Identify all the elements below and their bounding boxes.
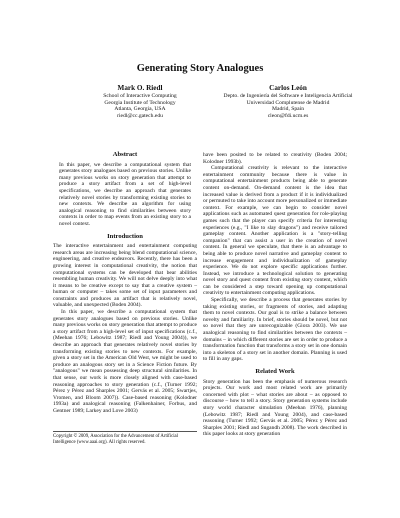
right-column: [203, 152, 347, 438]
abstract-text: In this paper, we describe a computational system that generates story analogues based on previous stories. Unlike many previous works on story generation that attempt to produce a story artifact from a set of high-level specifications, we describe an approach that generates relatively novel stories by transforming existing stories to new contexts. We describe an algorithm for using analogical reasoning to find similarities between story contexts in order to map events from an existing story to a novel context.: [59, 161, 191, 227]
left-column: [53, 152, 197, 415]
author-affiliation: Depto. de Ingeniería del Software e Inteligencia Artificial: [223, 93, 353, 99]
intro-paragraph-2: In this paper, we describe a computational system that generates story analogues based on previous stories. Unlike many previous works on story generation that attempt to produce a story artifact from a high-level set of input specifications (c.f., (Meehan 1976; Lebowitz 1987; Riedl and Young 2004)), we describe an approach that generates relatively novel stories by transforming existing stories to new contexts. For example, given a story set in the American Old West, we might be used to produce an analogous story set in a Science Fiction future. By "analogous" we mean possessing deep structural similarities. In that sense, our work is more closely aligned with case-based reasoning approaches to story generation (c.f., (Turner 1992; Pérez y Pérez and Sharples 2001; Gervás et al. 2005; Swartjes, Vromen, and Bloom 2007)). Case-based reasoning (Kolodner 1993a) and analogical reasoning (Falkenhainer, Forbus, and Gentner 1989; Larkey and Love 2003): [53, 309, 197, 414]
author-name: Carlos León: [269, 84, 307, 92]
body-paragraph-creativity: Computational creativity is relevant to the interactive entertainment community because there is value in computational entertainment products being able to generate content on-demand. On-demand content is the idea that increased value is derived from a product if it is individualized or permuted to take into account more personalized or immediate context. For example, we can begin to consider novel applications such as automated quest generation for role-playing games such that the player can specify criteria for interesting experiences (e.g., "I like to slay dragons") and receive tailored gameplay content. Another application is a "story-telling companion" that can assist a user in the creation of novel content. In general we speculate, that there is an advantage to being able to produce novel narrative and gameplay content to increase engagement and individualization of gameplay experience. We do not explore specific applications further. Instead, we introduce a technological solution to generating novel story and quest content from existing story content, which can be considered a step toward opening up computational creativity to entertainment computing applications.: [203, 165, 347, 297]
body-paragraph-process: Specifically, we describe a process that generates stories by taking existing stories, or fragments of stories, and adapting them to novel contexts. Our goal is to strike a balance between novelty and familiarity. In brief, stories should be novel, but not so novel that they are unrecognizable (Giora 2003). We use analogical reasoning to find similarities between the contexts – domains – in which different stories are set in order to produce a transformation function that transforms a story set in one domain into a skeleton of a story set in another domain. Planning is used to fill in any gaps.: [203, 297, 347, 363]
author-email: cleon@fdi.ucm.es: [267, 112, 309, 119]
abstract-heading: Abstract: [112, 151, 138, 158]
author-affiliation: School of Interactive Computing: [103, 93, 177, 99]
author-email: riedl@cc.gatech.edu: [117, 112, 163, 119]
author-institution: Universidad Complutense de Madrid: [246, 99, 330, 106]
introduction-heading: Introduction: [107, 232, 143, 240]
related-work-heading: Related Work: [255, 368, 295, 375]
paper-title: Generating Story Analogues: [136, 63, 264, 74]
author-location: Atlanta, Georgia, USA: [114, 106, 166, 113]
abstract: [53, 152, 197, 228]
body-paragraph-continued: have been posited to be related to creativity (Boden 2004; Kolodner 1993b).: [203, 152, 347, 165]
author-block-riedl: [55, 84, 225, 119]
copyright-footnote: Copyright © 2009, Association for the Advancement of Artificial Intelligence (www.aaai.org). All rights reserved.: [53, 431, 197, 445]
author-name: Mark O. Riedl: [117, 84, 163, 92]
author-location: Madrid, Spain: [271, 106, 304, 113]
related-work-paragraph: Story generation has been the emphasis of numerous research projects. Our work and most related work are primarily concerned with plot – what stories are about – as opposed to discourse – how to tell a story. Story generation systems include story world character simulation (Meehan 1976), planning (Lebowitz 1987; Riedl and Young 2004), and case-based reasoning (Turner 1992; Gervás et al. 2005; Pérez y Pérez and Sharples 2001; Riedl and Sugandh 2008). The work described in this paper looks at story generation: [203, 378, 347, 438]
author-institution: Georgia Institute of Technology: [104, 99, 176, 106]
intro-paragraph-1: The interactive entertainment and entertainment computing research areas are increasing being blend computational science, engineering, and creative endeavors. Recently, there has been a growing interest in computational creativity, the notion that computational systems can be developed that bear abilities resembling human creativity. We will not delve deeply into what it means to be creative except to say that a creative system – human or computer – takes some set of input parameters and constraints and produces an artifact that is relatively novel, valuable, and unexpected (Boden 2004).: [53, 243, 197, 309]
author-block-leon: [203, 84, 373, 119]
